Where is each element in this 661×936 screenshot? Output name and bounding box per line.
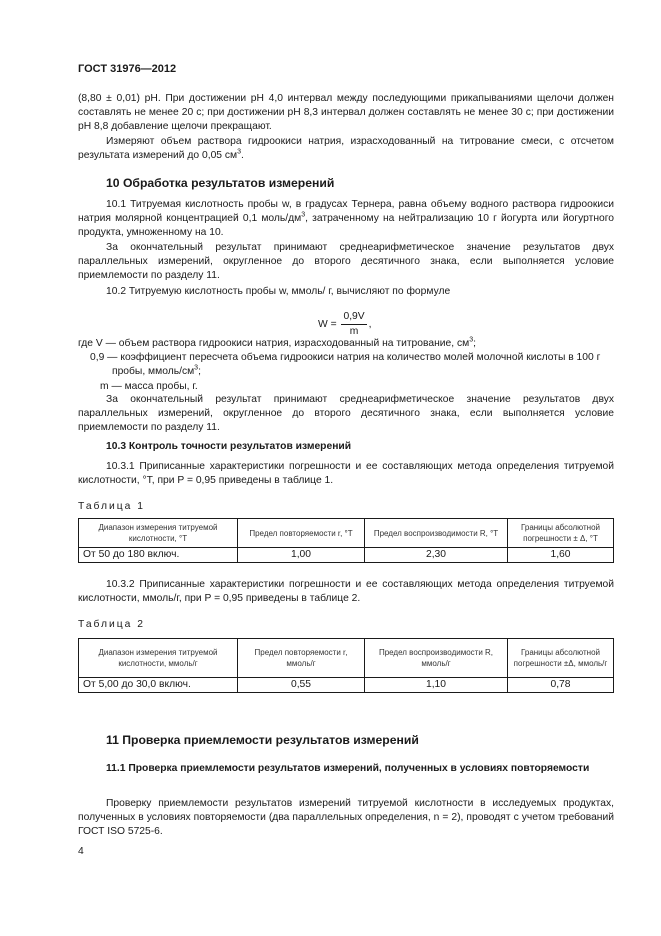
formula-definitions: [78, 337, 614, 394]
para-10-3-2-block: [78, 578, 614, 606]
table-2-cell: 1,10: [365, 678, 508, 693]
para-10-3-2: 10.3.2 Приписанные характеристики погрешности и ее составляющих метода определения титруемой кислотности, ммоль/г, при P = 0,95 приведены в таблице 2.: [78, 579, 614, 605]
table-1-header-cell: Границы абсолютной погрешности ± Δ, °Т: [508, 519, 614, 548]
table-2-cell: 0,55: [238, 678, 365, 693]
section-10-title: 10 Обработка результатов измерений: [106, 176, 335, 190]
formula-denominator: m: [349, 326, 359, 337]
para-10-2: 10.2 Титруемую кислотность пробы w, ммоль/ г, вычисляют по формуле: [106, 286, 451, 298]
table-1-cell: 1,60: [508, 548, 614, 563]
section-10-block: [78, 198, 614, 299]
formula-tail: ,: [368, 319, 372, 331]
para-10-3-1-block: [78, 460, 614, 488]
table-2-cell: От 5,00 до 30,0 включ.: [79, 678, 238, 693]
formula-lhs: W =: [318, 319, 337, 331]
table-2-cell: 0,78: [508, 678, 614, 693]
para-10-1: 10.1 Титруемая кислотность пробы w, в градусах Тернера, равна объему водного раствора гидроокиси натрия молярной концентрацией 0,1 моль/$дм^3$, затраченному на нейтрализацию 10 г йогурта или йогуртного продукта, умноженному на 10.: [78, 199, 614, 239]
intro-paragraph-1: (8,80 ± 0,01) pH. При достижении pH 4,0 интервал между последующими прикапываниями щелочи должен составлять не менее 20 с; при достижении pH 8,3 интервал должен составлять не менее 30 с; при достижении pH 8,8 добавление щелочи прекращают.: [78, 93, 614, 133]
section-11-title: 11 Проверка приемлемости результатов измерений: [106, 733, 419, 747]
table-1-caption: Таблица 1: [78, 501, 145, 512]
table-1-cell: 1,00: [238, 548, 365, 563]
table-2-header-row: [79, 639, 614, 678]
intro-block: [78, 92, 614, 163]
formula-fraction: [341, 310, 366, 339]
table-2: [78, 638, 614, 693]
table-2-header-cell: Предел воспроизводимости R, ммоль/г: [365, 639, 508, 678]
section-11-block: [78, 797, 614, 840]
table-2-header-cell: Границы абсолютной погрешности ±Δ, ммоль/г: [508, 639, 614, 678]
table-row: [79, 678, 614, 693]
table-row: [79, 548, 614, 563]
para-10-1-result: За окончательный результат принимают среднеарифметическое значение результатов двух параллельных измерений, округленное до второго десятичного знака, если выполняется условие приемлемости по разделу 11.: [78, 241, 614, 282]
final-result-block: [78, 393, 614, 436]
definition-coefficient: 0,9 — коэффициент пересчета объема гидроокиси натрия на количество молей молочной кислоты в 100 г пробы, ммоль/$см^3$;: [90, 352, 601, 378]
formula: [318, 310, 372, 339]
para-final-result: За окончательный результат принимают среднеарифметическое значение результатов двух параллельных измерений, округленное до второго десятичного знака, если выполняется условие приемлемости по разделу 11.: [78, 394, 614, 434]
document-header: ГОСТ 31976—2012: [78, 63, 177, 75]
para-11-1: Проверку приемлемости результатов измерений титруемой кислотности в исследуемых продуктах, полученных в условиях повторяемости (два параллельных определения, n = 2), проводят с учетом требований ГОСТ ISO 5725-6.: [78, 798, 614, 838]
formula-numerator: 0,9V: [341, 310, 366, 325]
table-2-header-cell: Диапазон измерения титруемой кислотности, ммоль/г: [79, 639, 238, 678]
table-1-header-row: [79, 519, 614, 548]
table-1-header-cell: Предел воспроизводимости R, °Т: [365, 519, 508, 548]
subsection-11-1-title: 11.1 Проверка приемлемости результатов измерений, полученных в условиях повторяемости: [106, 763, 590, 774]
subsection-10-3-title: 10.3 Контроль точности результатов измерений: [106, 441, 352, 452]
page-number: 4: [78, 846, 84, 857]
table-1-header-cell: Диапазон измерения титруемой кислотности, °Т: [79, 519, 238, 548]
table-1-header-cell: Предел повторяемости r, °Т: [238, 519, 365, 548]
table-1-cell: 2,30: [365, 548, 508, 563]
definition-m: m — масса пробы, г.: [100, 380, 198, 392]
intro-paragraph-2: Измеряют объем раствора гидроокиси натрия, израсходованный на титрование смеси, с отсчетом результата измерений до 0,05 $см^3$.: [78, 135, 614, 161]
para-10-3-1: 10.3.1 Приписанные характеристики погрешности и ее составляющих метода определения титруемой кислотности, °Т, при P = 0,95 приведены в таблице 1.: [78, 461, 614, 487]
table-1-cell: От 50 до 180 включ.: [79, 548, 238, 563]
table-1: [78, 518, 614, 563]
definition-v: где V — объем раствора гидроокиси натрия, израсходованный на титрование, $см^3$;: [78, 336, 476, 349]
table-2-caption: Таблица 2: [78, 619, 145, 630]
table-2-header-cell: Предел повторяемости r, ммоль/г: [238, 639, 365, 678]
